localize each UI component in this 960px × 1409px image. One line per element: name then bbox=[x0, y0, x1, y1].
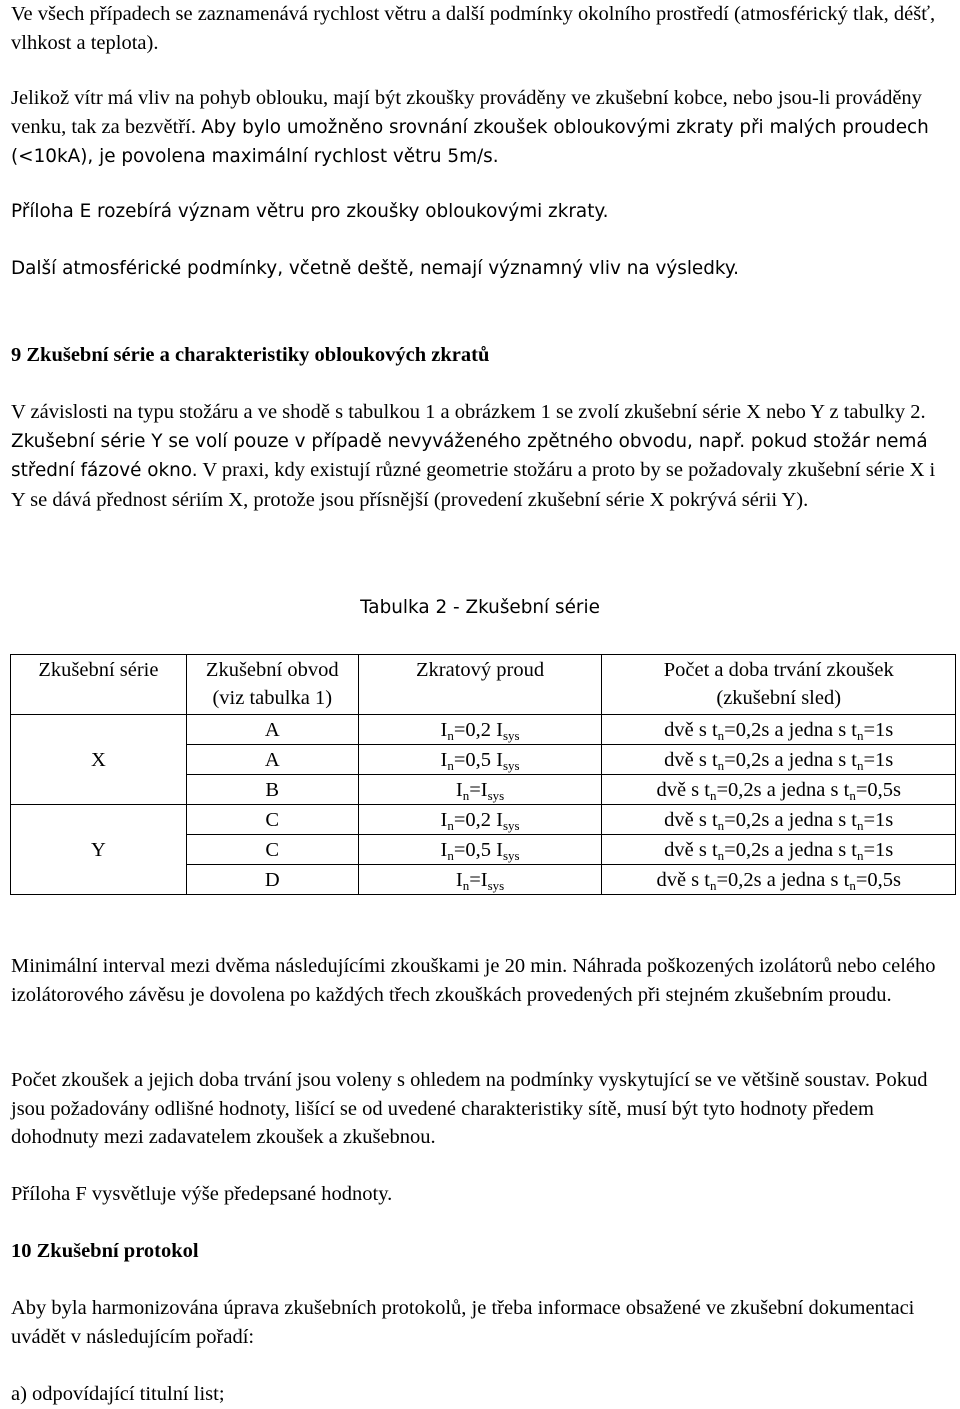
count-cell: dvě s $t_n=0,2s$ a jedna s $t_n=1s$ bbox=[602, 805, 956, 835]
test-series-table bbox=[10, 654, 956, 895]
table-caption: Tabulka 2 - Zkušební série bbox=[360, 597, 600, 618]
heading-section-10: 10 Zkušební protokol bbox=[11, 1240, 199, 1262]
current-cell: $I_n=0,2$ $I_{sys}$ bbox=[358, 715, 602, 745]
circuit-cell: C bbox=[186, 835, 358, 865]
paragraph-interval: Minimální interval mezi dvěma následujícími zkouškami je 20 min. Náhrada poškozených izolátorů nebo celého izolátorového závěsu je dovolena po každých třech zkouškách provedených při stejném zkušebním proudu. bbox=[11, 955, 936, 1006]
circuit-cell: D bbox=[186, 865, 358, 895]
circuit-cell: A bbox=[186, 715, 358, 745]
count-cell: dvě s $t_n=0,2s$ a jedna s $t_n=1s$ bbox=[602, 835, 956, 865]
paragraph-test-count: Počet zkoušek a jejich doba trvání jsou voleny s ohledem na podmínky vyskytující se ve většině soustav. Pokud jsou požadovány odlišné hodnoty, lišící se od uvedené charakteristiky sítě, musí být tyto hodnoty předem dohodnuty mezi zadavatelem zkoušek a zkušebnou. bbox=[11, 1069, 928, 1148]
header-current: Zkratový proud bbox=[358, 655, 602, 715]
heading-section-9: 9 Zkušební série a charakteristiky obloukových zkratů bbox=[11, 344, 490, 366]
count-cell: dvě s $t_n=0,2s$ a jedna s $t_n=1s$ bbox=[602, 715, 956, 745]
count-cell: dvě s $t_n=0,2s$ a jedna s $t_n=1s$ bbox=[602, 745, 956, 775]
table-row bbox=[11, 805, 956, 835]
list-item-a: a) odpovídající titulní list; bbox=[11, 1383, 225, 1405]
paragraph-wind-part-b: Aby bylo umožněno srovnání zkoušek obloukovými zkraty při malých proudech (<10kA), je povolena maximální rychlost větru 5m/s. bbox=[11, 116, 929, 167]
paragraph-section-9-part-c: V praxi, kdy existují různé geometrie stožáru a proto by se požadovaly zkušební série X i Y se dává přednost sériím X, protože jsou přísnější (provedení zkušební série X pokrývá sérii Y). bbox=[11, 459, 936, 511]
series-y-cell: Y bbox=[11, 805, 187, 895]
paragraph-annex-f: Příloha F vysvětluje výše předepsané hodnoty. bbox=[11, 1183, 393, 1205]
paragraph-annex-e: Příloha E rozebírá význam větru pro zkoušky obloukovými zkraty. bbox=[11, 201, 609, 222]
paragraph-wind bbox=[11, 84, 951, 172]
circuit-cell: B bbox=[186, 775, 358, 805]
table-header-row bbox=[11, 655, 956, 715]
current-cell: $I_n=0,2$ $I_{sys}$ bbox=[358, 805, 602, 835]
current-cell: $I_n=0,5$ $I_{sys}$ bbox=[358, 835, 602, 865]
header-circuit: Zkušební obvod (viz tabulka 1) bbox=[186, 655, 358, 715]
circuit-cell: A bbox=[186, 745, 358, 775]
header-count: Počet a doba trvání zkoušek (zkušební sled) bbox=[602, 655, 956, 715]
current-cell: $I_n=0,5$ $I_{sys}$ bbox=[358, 745, 602, 775]
current-cell: $I_n=I_{sys}$ bbox=[358, 775, 602, 805]
paragraph-section-10: Aby byla harmonizována úprava zkušebních protokolů, je třeba informace obsažené ve zkušební dokumentaci uvádět v následujícím pořadí: bbox=[11, 1297, 915, 1348]
paragraph-wind-part-a: Jelikož vítr má vliv na pohyb oblouku, mají být zkoušky prováděny ve zkušební kobce, nebo jsou-li prováděny venku, tak za bezvětří. bbox=[11, 87, 922, 138]
circuit-cell: C bbox=[186, 805, 358, 835]
count-cell: dvě s $t_n=0,2s$ a jedna s $t_n=0,5s$ bbox=[602, 865, 956, 895]
paragraph-atmospheric: Další atmosférické podmínky, včetně deště, nemají významný vliv na výsledky. bbox=[11, 258, 740, 279]
paragraph-section-9-part-b: Zkušební série Y se volí pouze v případě nevyváženého zpětného obvodu, např. pokud stožár nemá střední fázové okno. bbox=[11, 430, 928, 481]
header-series: Zkušební série bbox=[11, 655, 187, 715]
series-x-cell: X bbox=[11, 715, 187, 805]
paragraph-section-9-part-a: V závislosti na typu stožáru a ve shodě s tabulkou 1 a obrázkem 1 se zvolí zkušební série X nebo Y z tabulky 2. bbox=[11, 401, 926, 423]
paragraph-intro: Ve všech případech se zaznamenává rychlost větru a další podmínky okolního prostředí (atmosférický tlak, déšť, vlhkost a teplota). bbox=[11, 3, 936, 54]
count-cell: dvě s $t_n=0,2s$ a jedna s $t_n=0,5s$ bbox=[602, 775, 956, 805]
current-cell: $I_n=I_{sys}$ bbox=[358, 865, 602, 895]
table-row bbox=[11, 715, 956, 745]
paragraph-section-9 bbox=[11, 398, 951, 514]
